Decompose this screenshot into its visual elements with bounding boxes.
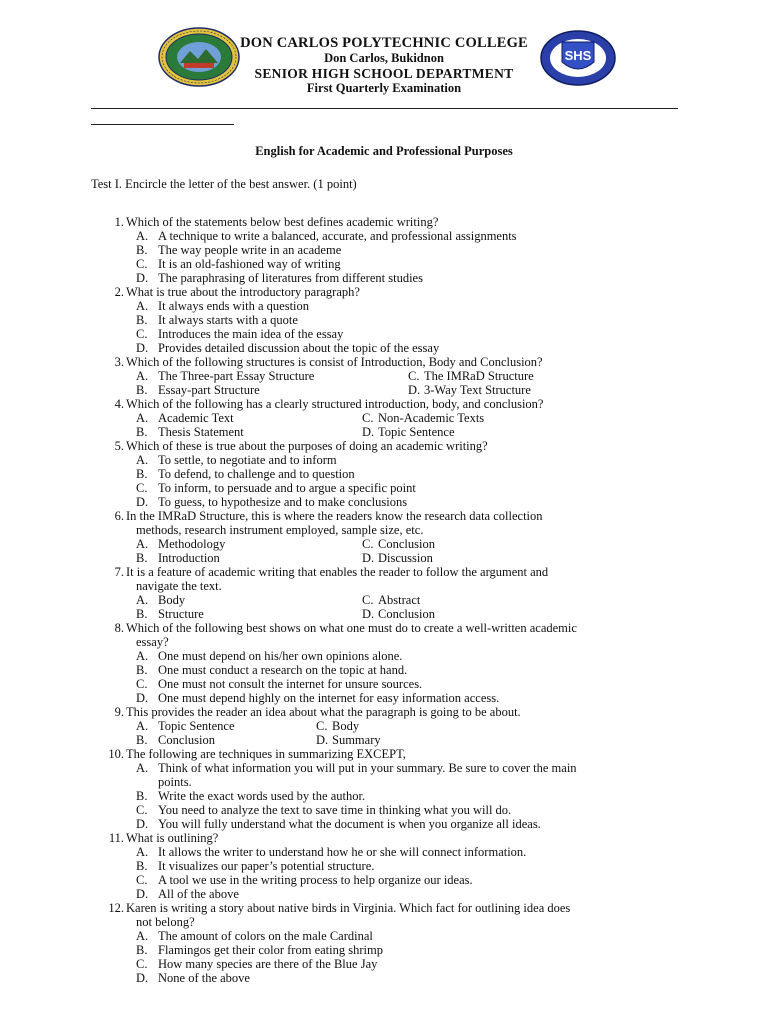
option-letter: D. <box>362 551 375 565</box>
answer-option[interactable] <box>0 607 768 621</box>
question-item <box>0 901 768 985</box>
option-letter: C. <box>408 369 420 383</box>
option-text: Structure <box>158 607 204 621</box>
option-text: Methodology <box>158 537 226 551</box>
answer-option[interactable] <box>0 271 768 285</box>
option-letter: A. <box>136 593 149 607</box>
option-text: The IMRaD Structure <box>424 369 534 383</box>
option-text: Provides detailed discussion about the topic of the essay <box>158 341 440 355</box>
answer-option[interactable] <box>0 313 768 327</box>
question-text: The following are techniques in summarizing EXCEPT, <box>126 747 406 761</box>
answer-option[interactable] <box>0 537 768 551</box>
option-letter: D. <box>136 271 149 285</box>
answer-option[interactable] <box>0 677 768 691</box>
question-number: 8. <box>114 621 124 635</box>
option-letter: B. <box>136 663 148 677</box>
answer-option[interactable] <box>0 467 768 481</box>
option-text: None of the above <box>158 971 250 985</box>
answer-option[interactable] <box>0 943 768 957</box>
question-text: Which of the following has a clearly structured introduction, body, and conclusion? <box>126 397 544 411</box>
option-letter: C. <box>136 677 148 691</box>
question-text-continued: navigate the text. <box>136 579 222 593</box>
option-text: You need to analyze the text to save time in thinking what you will do. <box>158 803 512 817</box>
option-letter: A. <box>136 845 149 859</box>
question-text: This provides the reader an idea about what the paragraph is going to be about. <box>126 705 521 719</box>
subject-title: English for Academic and Professional Purposes <box>255 144 513 158</box>
question-line <box>0 215 768 229</box>
question-text: Which of the following structures is consist of Introduction, Body and Conclusion? <box>126 355 543 369</box>
question-number: 10. <box>108 747 124 761</box>
question-line <box>0 355 768 369</box>
answer-option[interactable] <box>0 649 768 663</box>
option-letter: D. <box>362 607 375 621</box>
question-text: What is outlining? <box>126 831 219 845</box>
school-name: DON CARLOS POLYTECHNIC COLLEGE <box>240 35 528 51</box>
option-text: It visualizes our paper’s potential structure. <box>158 859 375 873</box>
answer-option[interactable] <box>0 243 768 257</box>
option-text: Thesis Statement <box>158 425 244 439</box>
question-text: Which of the following best shows on what one must do to create a well-written academic <box>126 621 577 635</box>
option-text: To guess, to hypothesize and to make conclusions <box>158 495 408 509</box>
question-line <box>0 285 768 299</box>
option-letter: D. <box>136 971 149 985</box>
option-text: The paraphrasing of literatures from different studies <box>158 271 423 285</box>
option-text: Introduction <box>158 551 220 565</box>
answer-option[interactable] <box>0 663 768 677</box>
option-text: It always starts with a quote <box>158 313 298 327</box>
option-letter: B. <box>136 943 148 957</box>
question-item <box>0 565 768 621</box>
option-letter: A. <box>136 369 149 383</box>
answer-option[interactable] <box>0 299 768 313</box>
option-letter: A. <box>136 929 149 943</box>
option-letter: D. <box>362 425 375 439</box>
option-text: One must not consult the internet for unsure sources. <box>158 677 423 691</box>
answer-option[interactable] <box>0 593 768 607</box>
question-number: 3. <box>114 355 124 369</box>
question-text: Karen is writing a story about native birds in Virginia. Which fact for outlining idea does <box>126 901 571 915</box>
answer-option[interactable] <box>0 411 768 425</box>
question-line <box>0 705 768 719</box>
answer-option[interactable] <box>0 691 768 705</box>
option-text: Topic Sentence <box>158 719 235 733</box>
answer-option[interactable] <box>0 971 768 985</box>
answer-option[interactable] <box>0 873 768 887</box>
option-letter: B. <box>136 551 148 565</box>
option-letter: A. <box>136 299 149 313</box>
option-text: Discussion <box>378 551 433 565</box>
option-letter: C. <box>136 873 148 887</box>
option-letter: B. <box>136 859 148 873</box>
answer-option[interactable] <box>0 957 768 971</box>
question-text-continued: not belong? <box>136 915 195 929</box>
option-letter: D. <box>136 691 149 705</box>
option-text: One must conduct a research on the topic at hand. <box>158 663 408 677</box>
option-letter: C. <box>136 327 148 341</box>
option-letter: C. <box>362 537 374 551</box>
answer-option[interactable] <box>0 229 768 243</box>
answer-option[interactable] <box>0 369 768 383</box>
option-letter: D. <box>136 341 149 355</box>
option-text: All of the above <box>158 887 239 901</box>
answer-option[interactable] <box>0 719 768 733</box>
option-text: Body <box>332 719 360 733</box>
question-number: 2. <box>114 285 124 299</box>
option-letter: C. <box>362 593 374 607</box>
question-line <box>0 831 768 845</box>
answer-option[interactable] <box>0 341 768 355</box>
option-letter: A. <box>136 719 149 733</box>
question-number: 4. <box>114 397 124 411</box>
option-letter: C. <box>136 957 148 971</box>
answer-option[interactable] <box>0 817 768 831</box>
option-letter: A. <box>136 411 149 425</box>
question-line <box>0 901 768 915</box>
answer-option[interactable] <box>0 383 768 397</box>
option-letter: B. <box>136 789 148 803</box>
answer-option[interactable] <box>0 495 768 509</box>
option-letter: B. <box>136 467 148 481</box>
option-text: The Three-part Essay Structure <box>158 369 315 383</box>
shs-logo-text: SHS <box>564 48 592 63</box>
document-header <box>0 36 768 96</box>
question-line <box>0 509 768 523</box>
question-number: 5. <box>114 439 124 453</box>
option-text: Introduces the main idea of the essay <box>158 327 344 341</box>
answer-option[interactable] <box>0 551 768 565</box>
question-number: 1. <box>114 215 124 229</box>
option-text: The amount of colors on the male Cardinal <box>158 929 373 943</box>
option-letter: B. <box>136 733 148 747</box>
option-letter: D. <box>316 733 329 747</box>
question-item <box>0 831 768 901</box>
option-letter: B. <box>136 383 148 397</box>
question-number: 12. <box>108 901 124 915</box>
option-text: Body <box>158 593 186 607</box>
option-text: Conclusion <box>378 607 435 621</box>
option-text: 3-Way Text Structure <box>424 383 531 397</box>
option-letter: A. <box>136 453 149 467</box>
option-text: Abstract <box>378 593 421 607</box>
header-short-line <box>91 124 234 125</box>
answer-option[interactable] <box>0 761 768 775</box>
answer-option[interactable] <box>0 733 768 747</box>
option-text: Conclusion <box>158 733 215 747</box>
option-text: Non-Academic Texts <box>378 411 485 425</box>
header-divider-line <box>91 108 678 109</box>
answer-option[interactable] <box>0 481 768 495</box>
option-letter: C. <box>316 719 328 733</box>
option-text: You will fully understand what the document is when you organize all ideas. <box>158 817 541 831</box>
option-letter: B. <box>136 425 148 439</box>
question-item <box>0 439 768 509</box>
option-text: Flamingos get their color from eating shrimp <box>158 943 383 957</box>
question-item <box>0 215 768 285</box>
question-number: 7. <box>114 565 124 579</box>
option-letter: A. <box>136 649 149 663</box>
option-letter: A. <box>136 229 149 243</box>
option-letter: C. <box>136 481 148 495</box>
answer-option[interactable] <box>0 845 768 859</box>
question-list <box>0 215 768 985</box>
question-text: Which of the statements below best defines academic writing? <box>126 215 439 229</box>
question-item <box>0 285 768 355</box>
question-line <box>0 439 768 453</box>
option-letter: A. <box>136 761 149 775</box>
option-letter: B. <box>136 607 148 621</box>
question-item <box>0 747 768 831</box>
option-text: How many species are there of the Blue Jay <box>158 957 378 971</box>
option-text: A technique to write a balanced, accurate, and professional assignments <box>158 229 517 243</box>
option-letter: C. <box>136 257 148 271</box>
question-item <box>0 621 768 705</box>
test-instruction: Test I. Encircle the letter of the best answer. (1 point) <box>91 177 357 191</box>
option-letter: D. <box>136 887 149 901</box>
option-letter: A. <box>136 537 149 551</box>
answer-option[interactable] <box>0 887 768 901</box>
question-line <box>0 397 768 411</box>
option-text: One must depend on his/her own opinions alone. <box>158 649 403 663</box>
option-letter: D. <box>136 817 149 831</box>
option-letter: C. <box>362 411 374 425</box>
option-text-continued: points. <box>158 775 192 789</box>
option-letter: D. <box>136 495 149 509</box>
question-text-continued: essay? <box>136 635 169 649</box>
answer-option[interactable] <box>0 257 768 271</box>
option-text: One must depend highly on the internet for easy information access. <box>158 691 500 705</box>
option-text: Academic Text <box>158 411 234 425</box>
option-text: Think of what information you will put in your summary. Be sure to cover the main <box>158 761 577 775</box>
option-text: Conclusion <box>378 537 435 551</box>
option-text: A tool we use in the writing process to help organize our ideas. <box>158 873 473 887</box>
option-letter: B. <box>136 313 148 327</box>
option-letter: B. <box>136 243 148 257</box>
question-text: What is true about the introductory paragraph? <box>126 285 360 299</box>
department-name: SENIOR HIGH SCHOOL DEPARTMENT <box>254 66 514 81</box>
option-text: To defend, to challenge and to question <box>158 467 355 481</box>
option-letter: D. <box>408 383 421 397</box>
option-letter: C. <box>136 803 148 817</box>
exam-title: First Quarterly Examination <box>306 81 462 95</box>
option-text: It allows the writer to understand how he or she will connect information. <box>158 845 527 859</box>
question-line <box>0 621 768 635</box>
question-number: 6. <box>114 509 124 523</box>
question-text: In the IMRaD Structure, this is where the readers know the research data collection <box>126 509 543 523</box>
answer-option[interactable] <box>0 453 768 467</box>
answer-option[interactable] <box>0 789 768 803</box>
option-text: Essay-part Structure <box>158 383 260 397</box>
question-item <box>0 397 768 439</box>
question-line <box>0 565 768 579</box>
school-location: Don Carlos, Bukidnon <box>324 51 444 65</box>
option-text: To inform, to persuade and to argue a specific point <box>158 481 416 495</box>
answer-option[interactable] <box>0 425 768 439</box>
question-item <box>0 509 768 565</box>
answer-option[interactable] <box>0 327 768 341</box>
answer-option[interactable] <box>0 859 768 873</box>
question-number: 11. <box>108 831 124 845</box>
question-number: 9. <box>114 705 124 719</box>
answer-option[interactable] <box>0 929 768 943</box>
question-text: Which of these is true about the purposes of doing an academic writing? <box>126 439 488 453</box>
option-text: Write the exact words used by the author. <box>158 789 366 803</box>
question-item <box>0 355 768 397</box>
question-item <box>0 705 768 747</box>
question-text: It is a feature of academic writing that enables the reader to follow the argument and <box>126 565 549 579</box>
option-text: It is an old-fashioned way of writing <box>158 257 341 271</box>
option-text: Summary <box>332 733 381 747</box>
option-text: It always ends with a question <box>158 299 310 313</box>
option-text: Topic Sentence <box>378 425 455 439</box>
option-text: To settle, to negotiate and to inform <box>158 453 337 467</box>
answer-option[interactable] <box>0 803 768 817</box>
question-line <box>0 747 768 761</box>
question-text-continued: methods, research instrument employed, sample size, etc. <box>136 523 424 537</box>
option-text: The way people write in an academe <box>158 243 342 257</box>
